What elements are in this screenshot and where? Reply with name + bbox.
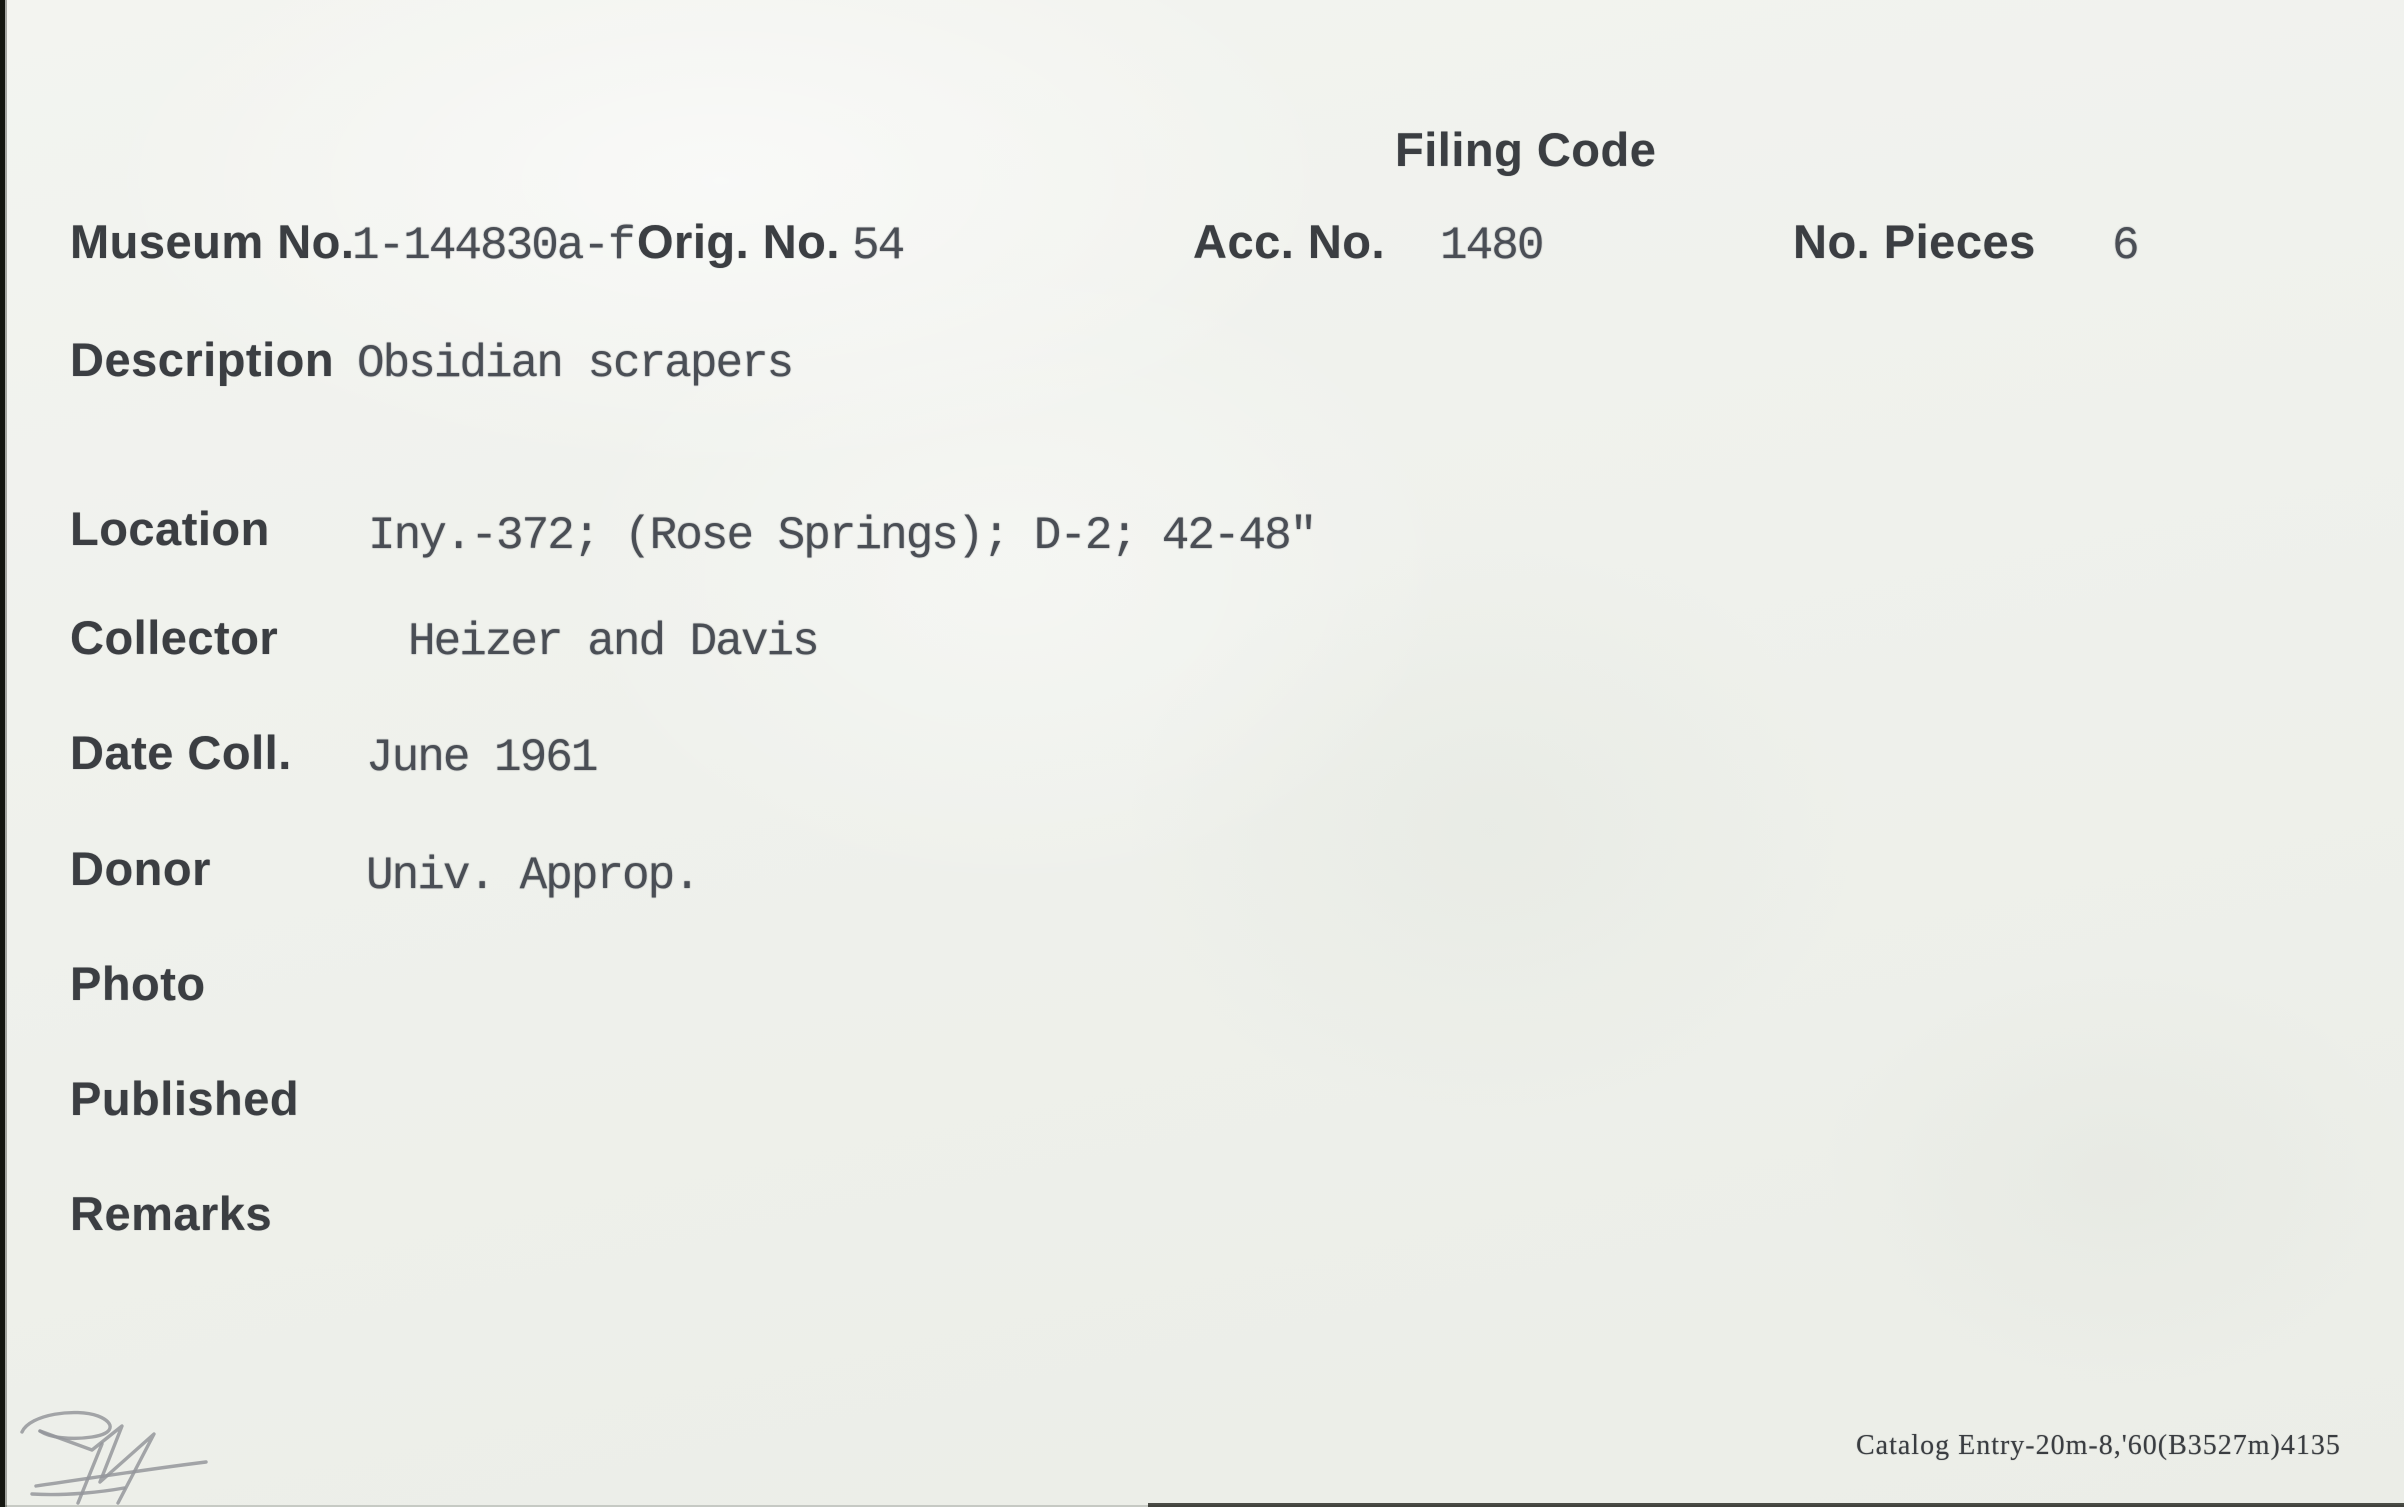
orig-no-value: 54: [852, 220, 904, 272]
orig-no-label: Orig. No.: [637, 215, 840, 268]
pencil-loop-stroke: [22, 1413, 110, 1439]
museum-no-label: Museum No.: [70, 215, 355, 268]
acc-no-label: Acc. No.: [1193, 215, 1386, 268]
collector-label: Collector: [70, 611, 279, 664]
no-pieces-label: No. Pieces: [1793, 215, 2036, 268]
no-pieces-value: 6: [2112, 220, 2138, 272]
published-label: Published: [70, 1072, 300, 1125]
photo-label: Photo: [70, 957, 206, 1010]
location-value: Iny.-372; (Rose Springs); D-2; 42-48": [368, 510, 1316, 562]
donor-value: Univ. Approp.: [366, 850, 699, 902]
description-label: Description: [70, 333, 335, 386]
date-coll-value: June 1961: [366, 732, 597, 784]
museum-no-value: 1-144830a-f: [352, 220, 634, 272]
collector-value: Heizer and Davis: [408, 616, 818, 668]
acc-no-value: 1480: [1440, 220, 1543, 272]
description-value: Obsidian scrapers: [357, 338, 793, 390]
pencil-cross-stroke: [32, 1488, 124, 1495]
date-coll-label: Date Coll.: [70, 726, 292, 779]
location-label: Location: [70, 502, 270, 555]
catalog-entry-text: Catalog Entry-20m-8,'60(B3527m)4135: [1856, 1430, 2341, 1461]
filing-code-label: Filing Code: [1395, 123, 1657, 176]
remarks-label: Remarks: [70, 1187, 273, 1240]
signature-scribble: [6, 1404, 281, 1506]
donor-label: Donor: [70, 842, 211, 895]
scan-edge-left: [0, 0, 7, 1507]
scan-edge-bottom: [1148, 1503, 2404, 1507]
